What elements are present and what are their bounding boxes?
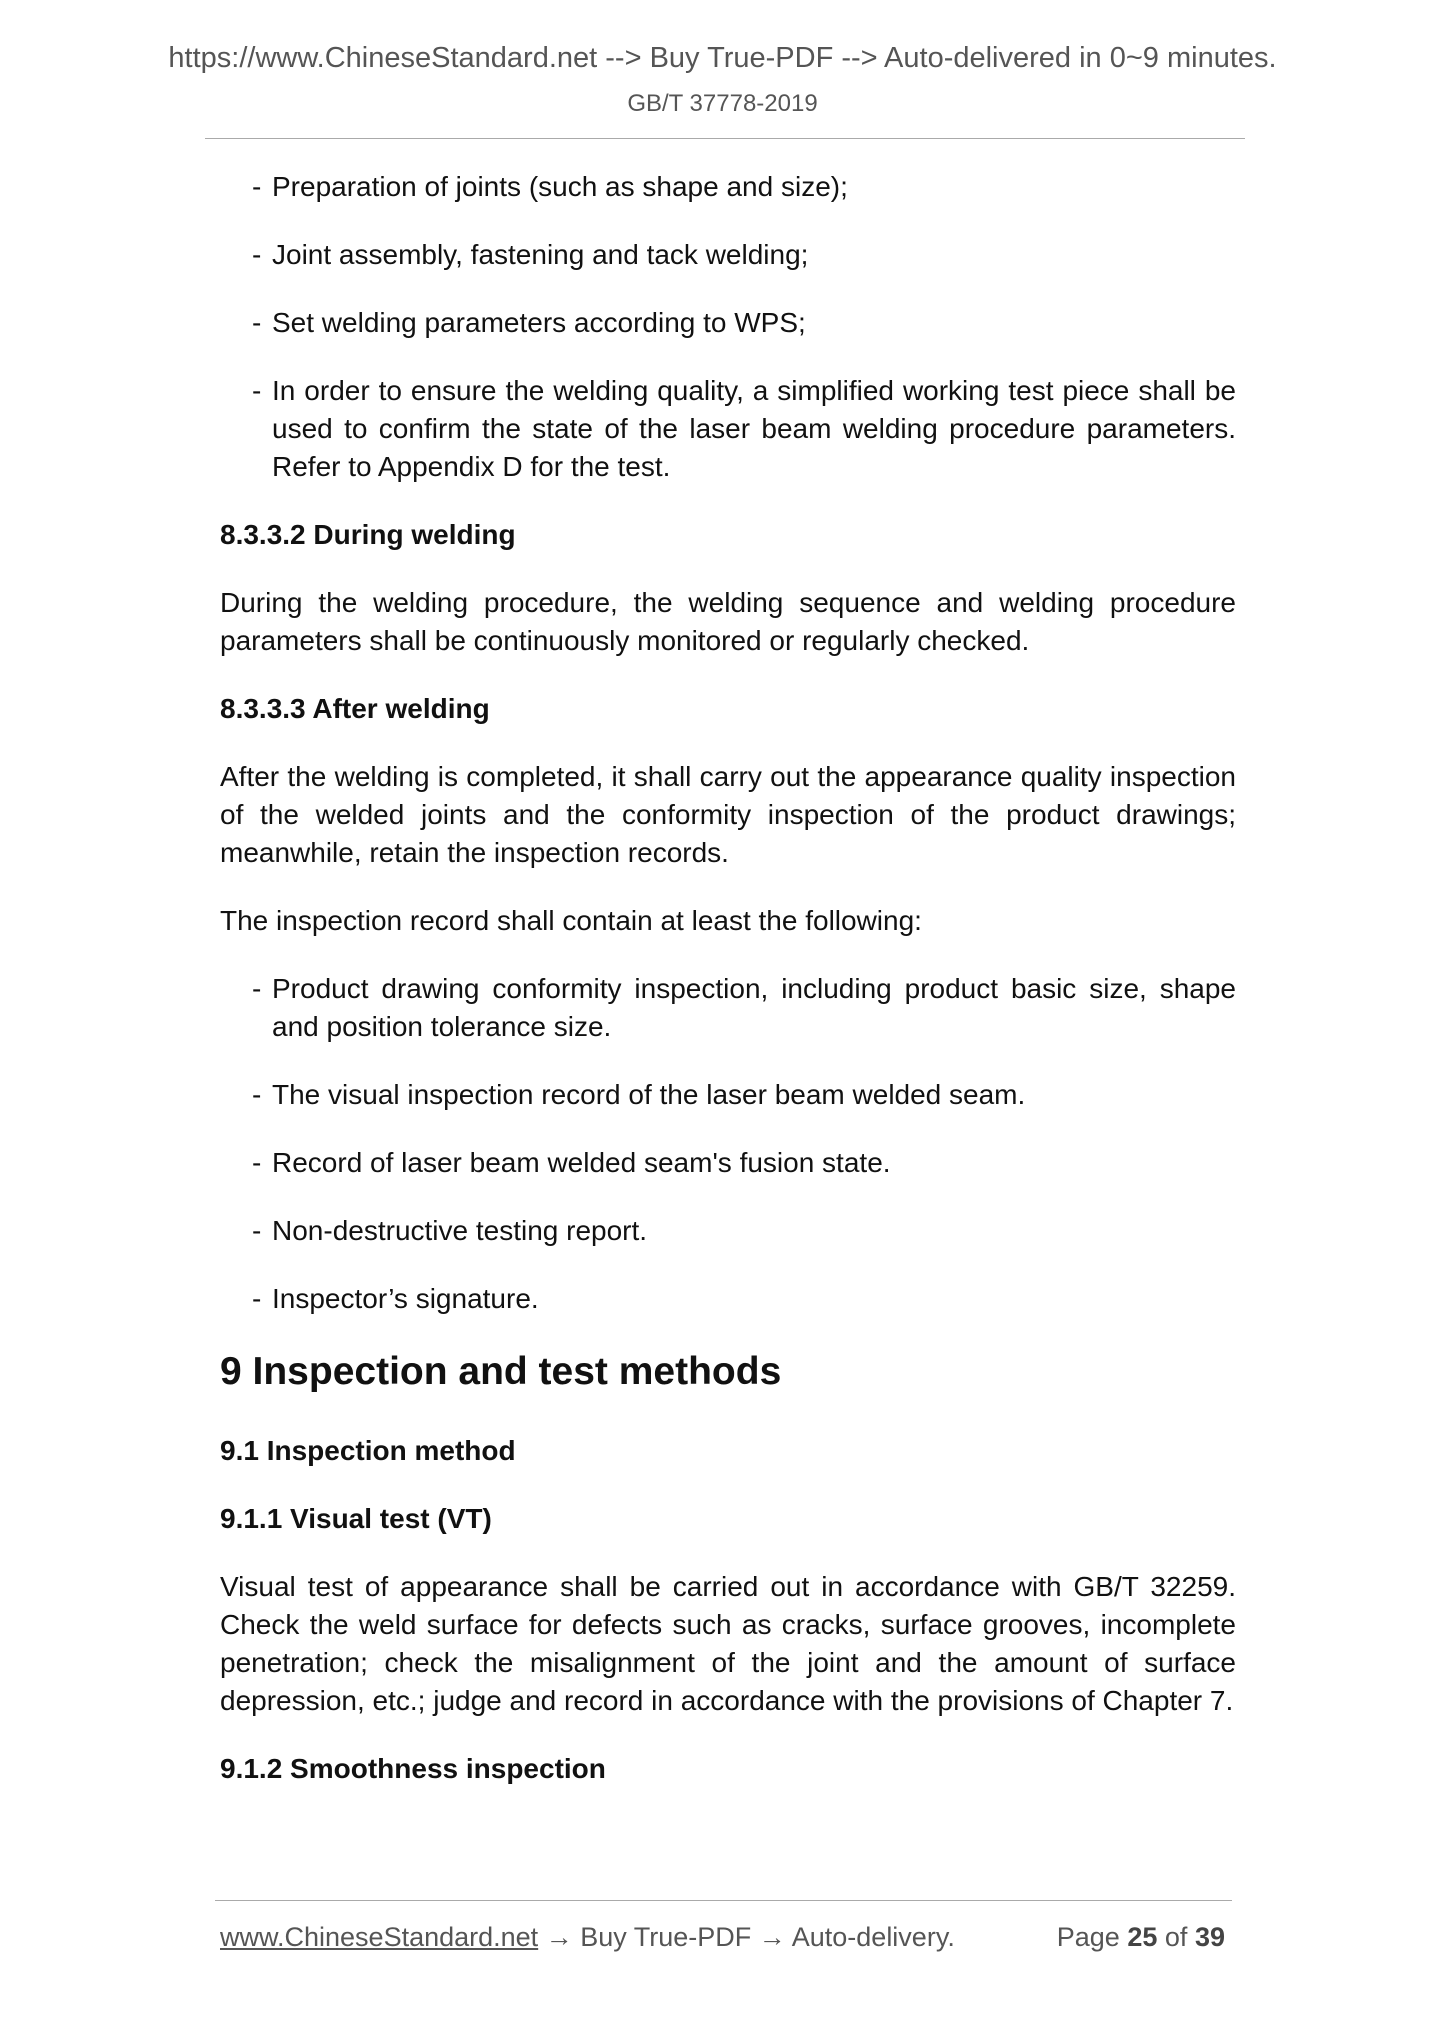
paragraph-visual-test: Visual test of appearance shall be carried out in accordance with GB/T 32259. Check the weld surface for defects such as cracks, surface grooves, incomplete penetration; check the misalignment of the joint and the amount of surface depression, etc.; judge and record in accordance with the provisions of Chapter 7. xyxy=(220,1571,1236,1716)
footer-divider xyxy=(215,1900,1232,1901)
footer-site-link[interactable]: www.ChineseStandard.net xyxy=(220,1922,539,1952)
header-divider xyxy=(205,138,1245,139)
total-pages: 39 xyxy=(1194,1922,1225,1952)
header-url-line: https://www.ChineseStandard.net --> Buy True-PDF --> Auto-delivered in 0~9 minutes. xyxy=(168,42,1277,74)
list-item: - Inspector’s signature. xyxy=(252,1283,539,1314)
list-item: - The visual inspection record of the laser beam welded seam. xyxy=(252,1079,1026,1110)
footer-tagline: → Buy True-PDF → Auto-delivery. xyxy=(538,1922,955,1952)
page-indicator: Page 25 of 39 xyxy=(1056,1922,1225,1952)
page-number: 25 xyxy=(1127,1922,1158,1952)
section-heading-visual-test: 9.1.1 Visual test (VT) xyxy=(220,1503,492,1534)
paragraph-during-welding: During the welding procedure, the welding sequence and welding procedure parameters shall be continuously monitored or regularly checked. xyxy=(220,587,1236,656)
section-heading-during-welding: 8.3.3.2 During welding xyxy=(220,519,516,550)
list-item: - Set welding parameters according to WPS; xyxy=(252,307,806,338)
paragraph-after-welding: After the welding is completed, it shall carry out the appearance quality inspection of the welded joints and the conformity inspection of the product drawings; meanwhile, retain the inspection records. xyxy=(220,761,1236,868)
list-item: - Non-destructive testing report. xyxy=(252,1215,648,1246)
section-heading-inspection-method: 9.1 Inspection method xyxy=(220,1435,516,1466)
list-item: - In order to ensure the welding quality, a simplified working test piece shall be used to confirm the state of the laser beam welding procedure parameters. Refer to Appendix D for the test. xyxy=(252,375,1236,482)
document-body xyxy=(220,168,1236,1818)
list-item: - Product drawing conformity inspection, including product basic size, shape and position tolerance size. xyxy=(252,973,1236,1042)
list-item: - Joint assembly, fastening and tack welding; xyxy=(252,239,809,270)
standard-code: GB/T 37778-2019 xyxy=(627,90,818,117)
footer-left xyxy=(220,1922,955,1953)
chapter-heading: 9 Inspection and test methods xyxy=(220,1350,782,1393)
list-item: - Preparation of joints (such as shape and size); xyxy=(252,171,848,202)
list-item: - Record of laser beam welded seam's fusion state. xyxy=(252,1147,891,1178)
paragraph-record-intro: The inspection record shall contain at least the following: xyxy=(220,905,922,936)
section-heading-after-welding: 8.3.3.3 After welding xyxy=(220,693,490,724)
section-heading-smoothness: 9.1.2 Smoothness inspection xyxy=(220,1753,606,1784)
